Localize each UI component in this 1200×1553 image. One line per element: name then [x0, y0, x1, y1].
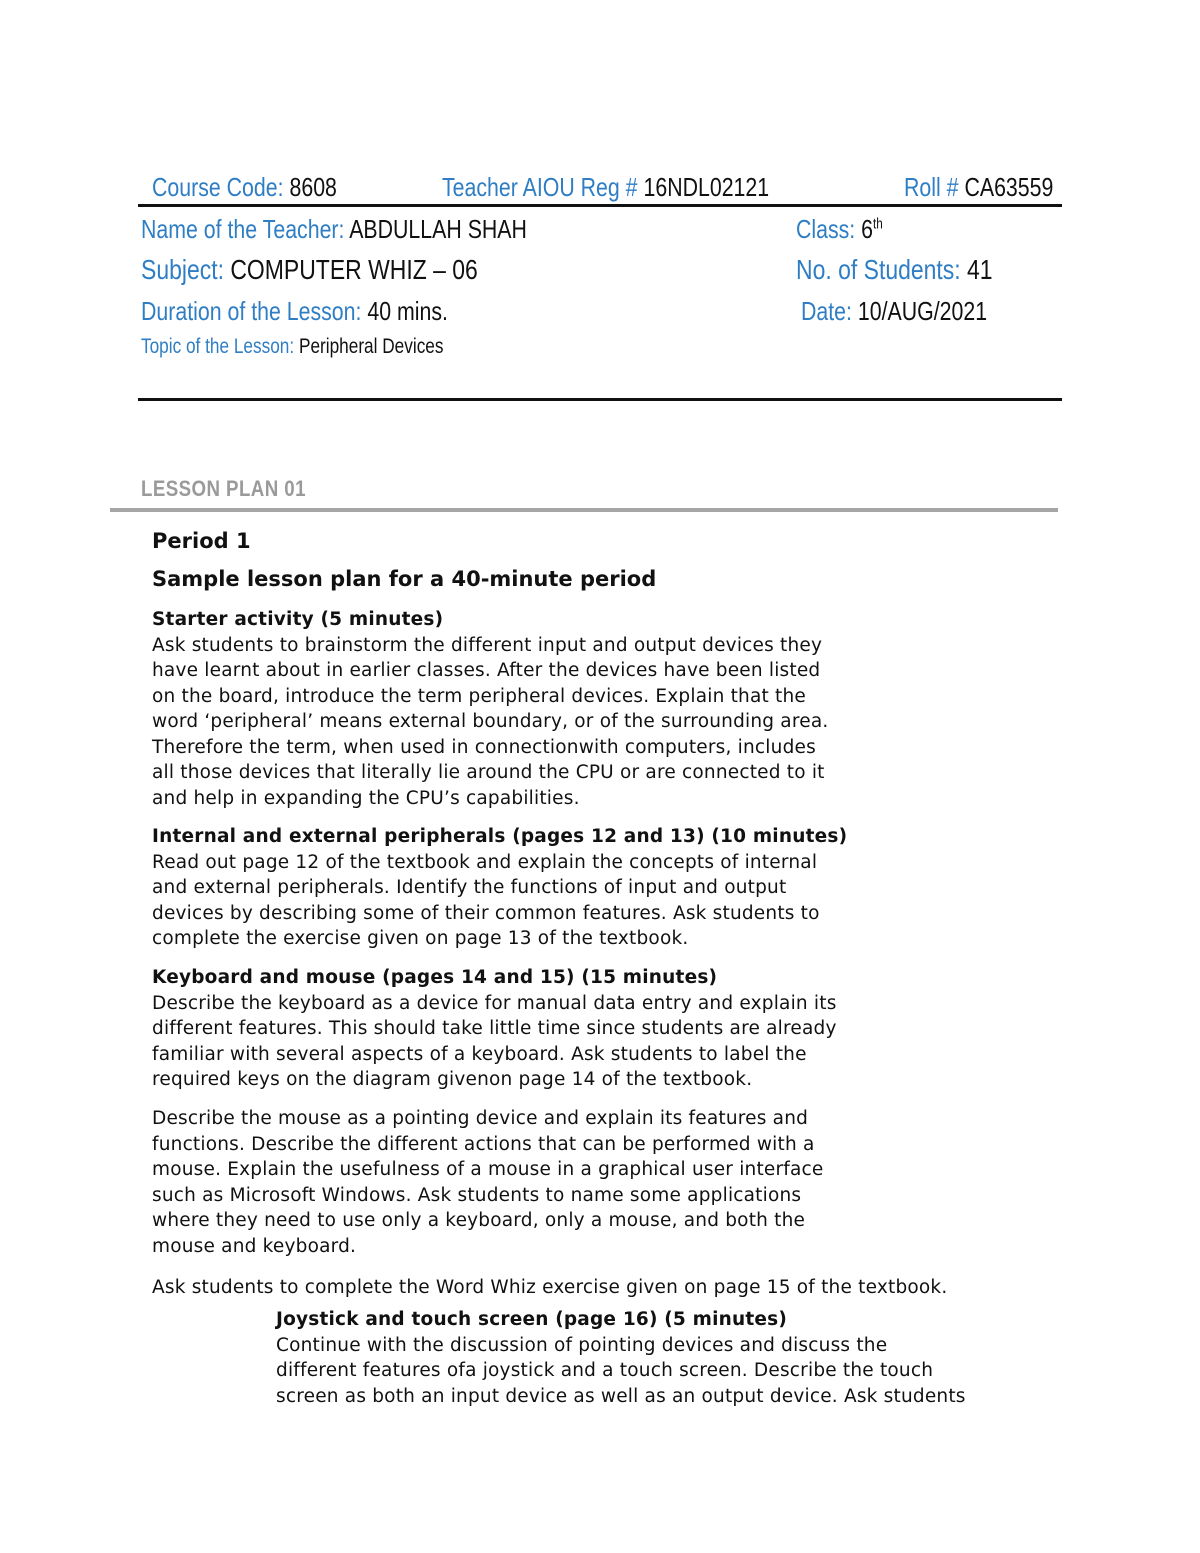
duration-value: 40 mins. [367, 296, 448, 326]
students-label: No. of Students: [796, 254, 961, 285]
course-code-value: 8608 [289, 172, 337, 202]
topic-label: Topic of the Lesson: [141, 335, 295, 358]
teacher-name-value: ABDULLAH SHAH [349, 214, 527, 244]
subject-value: COMPUTER WHIZ – 06 [230, 254, 478, 285]
joystick-heading: Joystick and touch screen (page 16) (5 minutes) [276, 1309, 788, 1330]
peripherals-line: complete the exercise given on page 13 of the textbook. [152, 928, 689, 949]
subject-label: Subject: [141, 254, 224, 285]
peripherals-line: and external peripherals. Identify the functions of input and output [152, 877, 787, 898]
starter-line: word ‘peripheral’ means external boundary, or of the surrounding area. [152, 711, 829, 732]
starter-activity [152, 607, 1042, 811]
course-code [152, 174, 337, 200]
mouse-section [152, 1106, 1042, 1259]
roll-number [904, 174, 1053, 200]
starter-line: Ask students to brainstorm the different input and output devices they [152, 634, 823, 656]
course-code-label: Course Code: [152, 172, 284, 202]
roll-label: Roll # [904, 172, 959, 202]
joystick-section [276, 1307, 1036, 1409]
section-title: LESSON PLAN 01 [141, 476, 306, 501]
keyboard-line: required keys on the diagram givenon page 14 of the textbook. [152, 1069, 753, 1090]
sample-plan-heading: Sample lesson plan for a 40-minute period [152, 567, 657, 591]
teacher-reg-value: 16NDL02121 [643, 172, 770, 202]
topic-value: Peripheral Devices [298, 335, 444, 358]
mouse-line: Describe the mouse as a pointing device and explain its features and [152, 1108, 809, 1129]
header-bottom-rule [138, 398, 1062, 401]
class-superscript: th [873, 216, 883, 233]
period-heading: Period 1 [152, 529, 251, 553]
keyboard-line: Describe the keyboard as a device for manual data entry and explain its [152, 992, 837, 1014]
mouse-line: such as Microsoft Windows. Ask students to name some applications [152, 1184, 802, 1206]
starter-line: Therefore the term, when used in connectionwith computers, includes [152, 736, 816, 758]
roll-value: CA63559 [964, 172, 1054, 202]
teacher-reg [442, 174, 769, 200]
peripherals-heading: Internal and external peripherals (pages 12 and 13) (10 minutes) [152, 826, 848, 847]
duration-label: Duration of the Lesson: [141, 296, 362, 326]
class-value: 6 [861, 214, 874, 244]
header-top-rule [138, 204, 1062, 207]
number-of-students [796, 256, 993, 284]
starter-line: on the board, introduce the term peripheral devices. Explain that the [152, 685, 807, 707]
date [801, 298, 987, 324]
teacher-reg-label: Teacher AIOU Reg # [442, 172, 638, 202]
keyboard-line: familiar with several aspects of a keyboard. Ask students to label the [152, 1043, 807, 1065]
section-divider [110, 508, 1058, 512]
teacher-name [141, 216, 527, 242]
starter-heading: Starter activity (5 minutes) [152, 609, 444, 630]
subject [141, 256, 478, 284]
starter-line: and help in expanding the CPU’s capabilities. [152, 787, 580, 809]
starter-line: have learnt about in earlier classes. After the devices have been listed [152, 660, 821, 681]
mouse-line: mouse and keyboard. [152, 1235, 357, 1257]
word-whiz-line: Ask students to complete the Word Whiz exercise given on page 15 of the textbook. [152, 1277, 948, 1298]
peripherals-line: devices by describing some of their common features. Ask students to [152, 902, 820, 924]
joystick-line: Continue with the discussion of pointing devices and discuss the [276, 1334, 888, 1356]
joystick-line: screen as both an input device as well as an output device. Ask students [276, 1385, 966, 1407]
duration [141, 298, 448, 324]
topic [141, 336, 443, 357]
mouse-line: functions. Describe the different actions that can be performed with a [152, 1133, 815, 1155]
keyboard-section [152, 965, 1042, 1093]
keyboard-heading: Keyboard and mouse (pages 14 and 15) (15 minutes) [152, 967, 718, 988]
mouse-line: where they need to use only a keyboard, only a mouse, and both the [152, 1210, 806, 1231]
class [796, 216, 883, 242]
teacher-name-label: Name of the Teacher: [141, 214, 345, 244]
peripherals-line: Read out page 12 of the textbook and explain the concepts of internal [152, 851, 818, 873]
mouse-line: mouse. Explain the usefulness of a mouse in a graphical user interface [152, 1159, 824, 1180]
students-value: 41 [967, 254, 993, 285]
starter-line: all those devices that literally lie around the CPU or are connected to it [152, 762, 825, 783]
word-whiz-instruction [152, 1275, 1042, 1301]
keyboard-line: different features. This should take little time since students are already [152, 1018, 837, 1039]
class-label: Class: [796, 214, 856, 244]
peripherals-section [152, 824, 1042, 952]
date-value: 10/AUG/2021 [857, 296, 988, 326]
joystick-line: different features ofa joystick and a touch screen. Describe the touch [276, 1360, 934, 1381]
date-label: Date: [801, 296, 852, 326]
